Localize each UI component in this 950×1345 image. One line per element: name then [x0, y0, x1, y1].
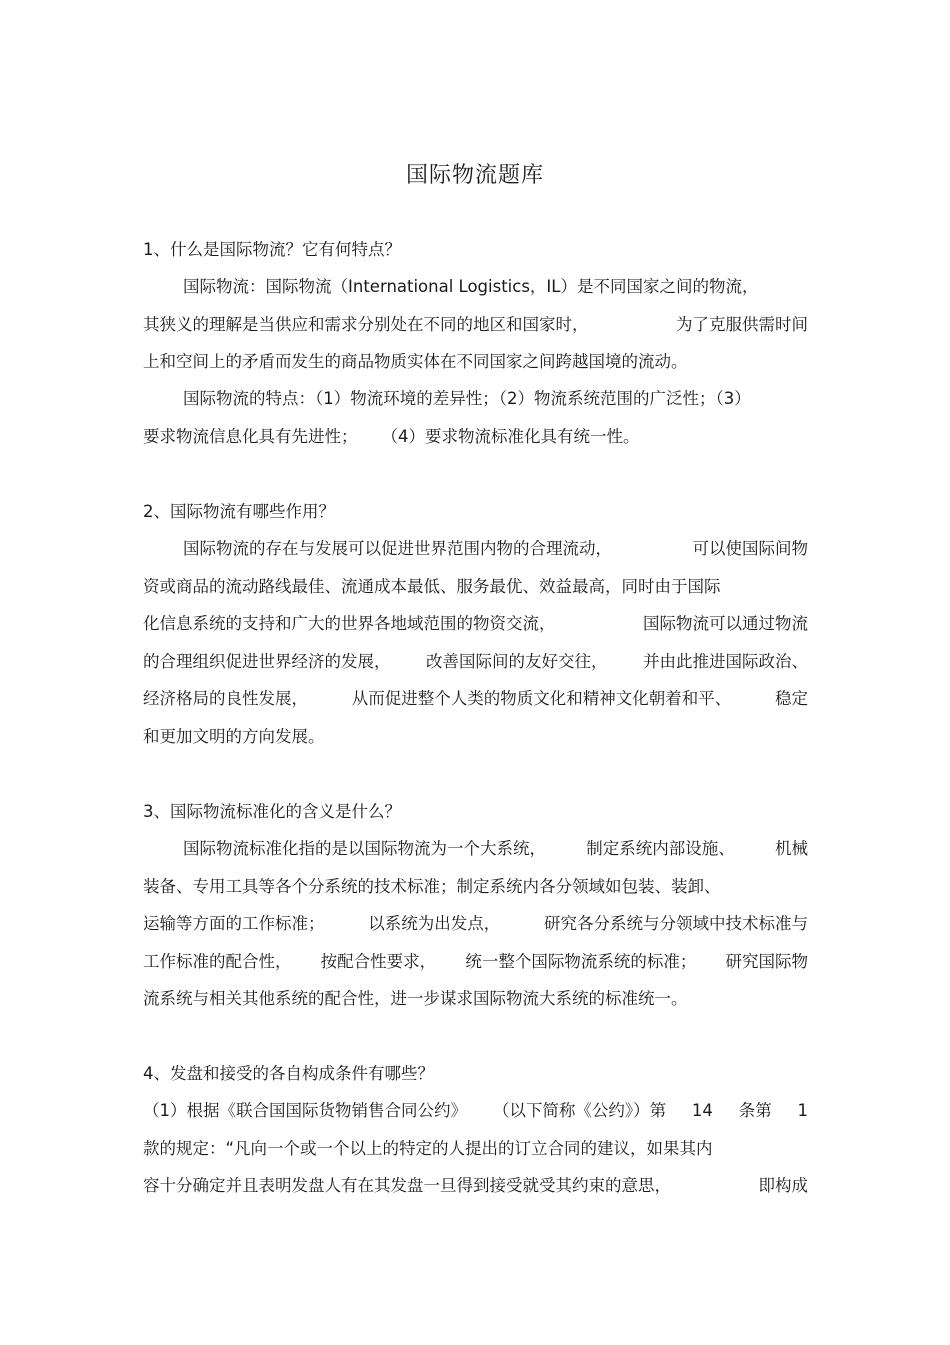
answer-4-line-1-c: 14 — [691, 1101, 713, 1120]
answer-3-line-3 — [143, 912, 808, 936]
answer-2-line-5-c: 稳定 — [775, 689, 808, 708]
answer-3-line-1-c: 机械 — [775, 839, 808, 858]
answer-1-line-2-a: 其狭义的理解是当供应和需求分别处在不同的地区和国家时， — [143, 315, 589, 334]
answer-1-line-2 — [143, 313, 808, 337]
answer-4-line-3 — [143, 1174, 808, 1198]
answer-2-line-4-a: 的合理组织促进世界经济的发展， — [143, 652, 391, 671]
answer-3-line-4-b: 按配合性要求， — [320, 952, 437, 971]
answer-3-line-4-d: 研究国际物 — [725, 952, 808, 971]
answer-3-line-4-a: 工作标准的配合性， — [143, 952, 292, 971]
answer-3-line-5: 流系统与相关其他系统的配合性，进一步谋求国际物流大系统的标准统一。 — [143, 989, 688, 1008]
answer-3-line-3-c: 研究各分系统与分领域中技术标准与 — [544, 914, 808, 933]
answer-4-line-1-e: 1 — [797, 1101, 808, 1120]
answer-2-line-2: 资或商品的流动路线最佳、流通成本最低、服务最优、效益最高，同时由于国际 — [143, 577, 721, 596]
answer-4-line-2: 款的规定：“凡向一个或一个以上的特定的人提出的订立合同的建议，如果其内 — [143, 1139, 713, 1158]
answer-3-line-2: 装备、专用工具等各个分系统的技术标准；制定系统内各分领域如包装、装卸、 — [143, 877, 721, 896]
answer-2-line-5-b: 从而促进整个人类的物质文化和精神文化朝着和平、 — [351, 689, 732, 708]
answer-3-line-3-a: 运输等方面的工作标准； — [143, 914, 325, 933]
answer-2-line-3-b: 国际物流可以通过物流 — [643, 614, 808, 633]
answer-2-line-5 — [143, 687, 808, 711]
answer-3-line-1-a: 国际物流标准化指的是以国际物流为一个大系统， — [183, 839, 546, 858]
answer-1-line-3: 上和空间上的矛盾而发生的商品物质实体在不同国家之间跨越国境的流动。 — [143, 352, 688, 371]
question-2: 2、国际物流有哪些作用？ — [143, 502, 335, 521]
answer-2-line-4-c: 并由此推进国际政治、 — [643, 652, 808, 671]
answer-4-line-3-b: 即构成 — [758, 1176, 808, 1195]
answer-2-line-1-b: 可以使国际间物 — [692, 539, 808, 558]
answer-2-line-4 — [143, 650, 808, 674]
question-1: 1、什么是国际物流？它有何特点？ — [143, 240, 401, 259]
answer-1-line-5-a: 要求物流信息化具有先进性； — [143, 427, 358, 446]
answer-1-line-5-b: （4）要求物流标准化具有统一性。 — [381, 427, 640, 446]
question-4: 4、发盘和接受的各自构成条件有哪些？ — [143, 1064, 434, 1083]
question-3: 3、国际物流标准化的含义是什么？ — [143, 802, 401, 821]
answer-1-line-1: 国际物流：国际物流（International Logistics，IL）是不同国家之间的物流， — [183, 277, 759, 296]
answer-2-line-3-a: 化信息系统的支持和广大的世界各地域范围的物资交流， — [143, 614, 556, 633]
answer-2-line-4-b: 改善国际间的友好交往， — [426, 652, 608, 671]
answer-4-line-1 — [143, 1099, 808, 1123]
answer-1-line-5 — [143, 425, 808, 449]
answer-3-line-1-b: 制定系统内部设施、 — [586, 839, 735, 858]
answer-3-line-4-c: 统一整个国际物流系统的标准； — [465, 952, 697, 971]
answer-2-line-3 — [143, 612, 808, 636]
answer-4-line-1-b: （以下简称《公约》）第 — [492, 1101, 667, 1120]
answer-4-line-1-a: （1）根据《联合国国际货物销售合同公约》 — [143, 1101, 467, 1120]
answer-2-line-6: 和更加文明的方向发展。 — [143, 727, 325, 746]
answer-4-line-1-d: 条第 — [738, 1101, 772, 1120]
answer-3-line-1 — [183, 837, 808, 861]
answer-2-line-1-a: 国际物流的存在与发展可以促进世界范围内物的合理流动， — [183, 539, 612, 558]
answer-4-line-3-a: 容十分确定并且表明发盘人有在其发盘一旦得到接受就受其约束的意思， — [143, 1176, 671, 1195]
answer-2-line-1 — [183, 537, 808, 561]
answer-3-line-3-b: 以系统为出发点， — [368, 914, 501, 933]
answer-1-line-4: 国际物流的特点：（1）物流环境的差异性；（2）物流系统范围的广泛性；（3） — [183, 389, 751, 408]
answer-2-line-5-a: 经济格局的良性发展， — [143, 689, 308, 708]
answer-3-line-4 — [143, 950, 808, 974]
answer-1-line-2-b: 为了克服供需时间 — [676, 315, 808, 334]
page-title: 国际物流题库 — [405, 163, 544, 188]
